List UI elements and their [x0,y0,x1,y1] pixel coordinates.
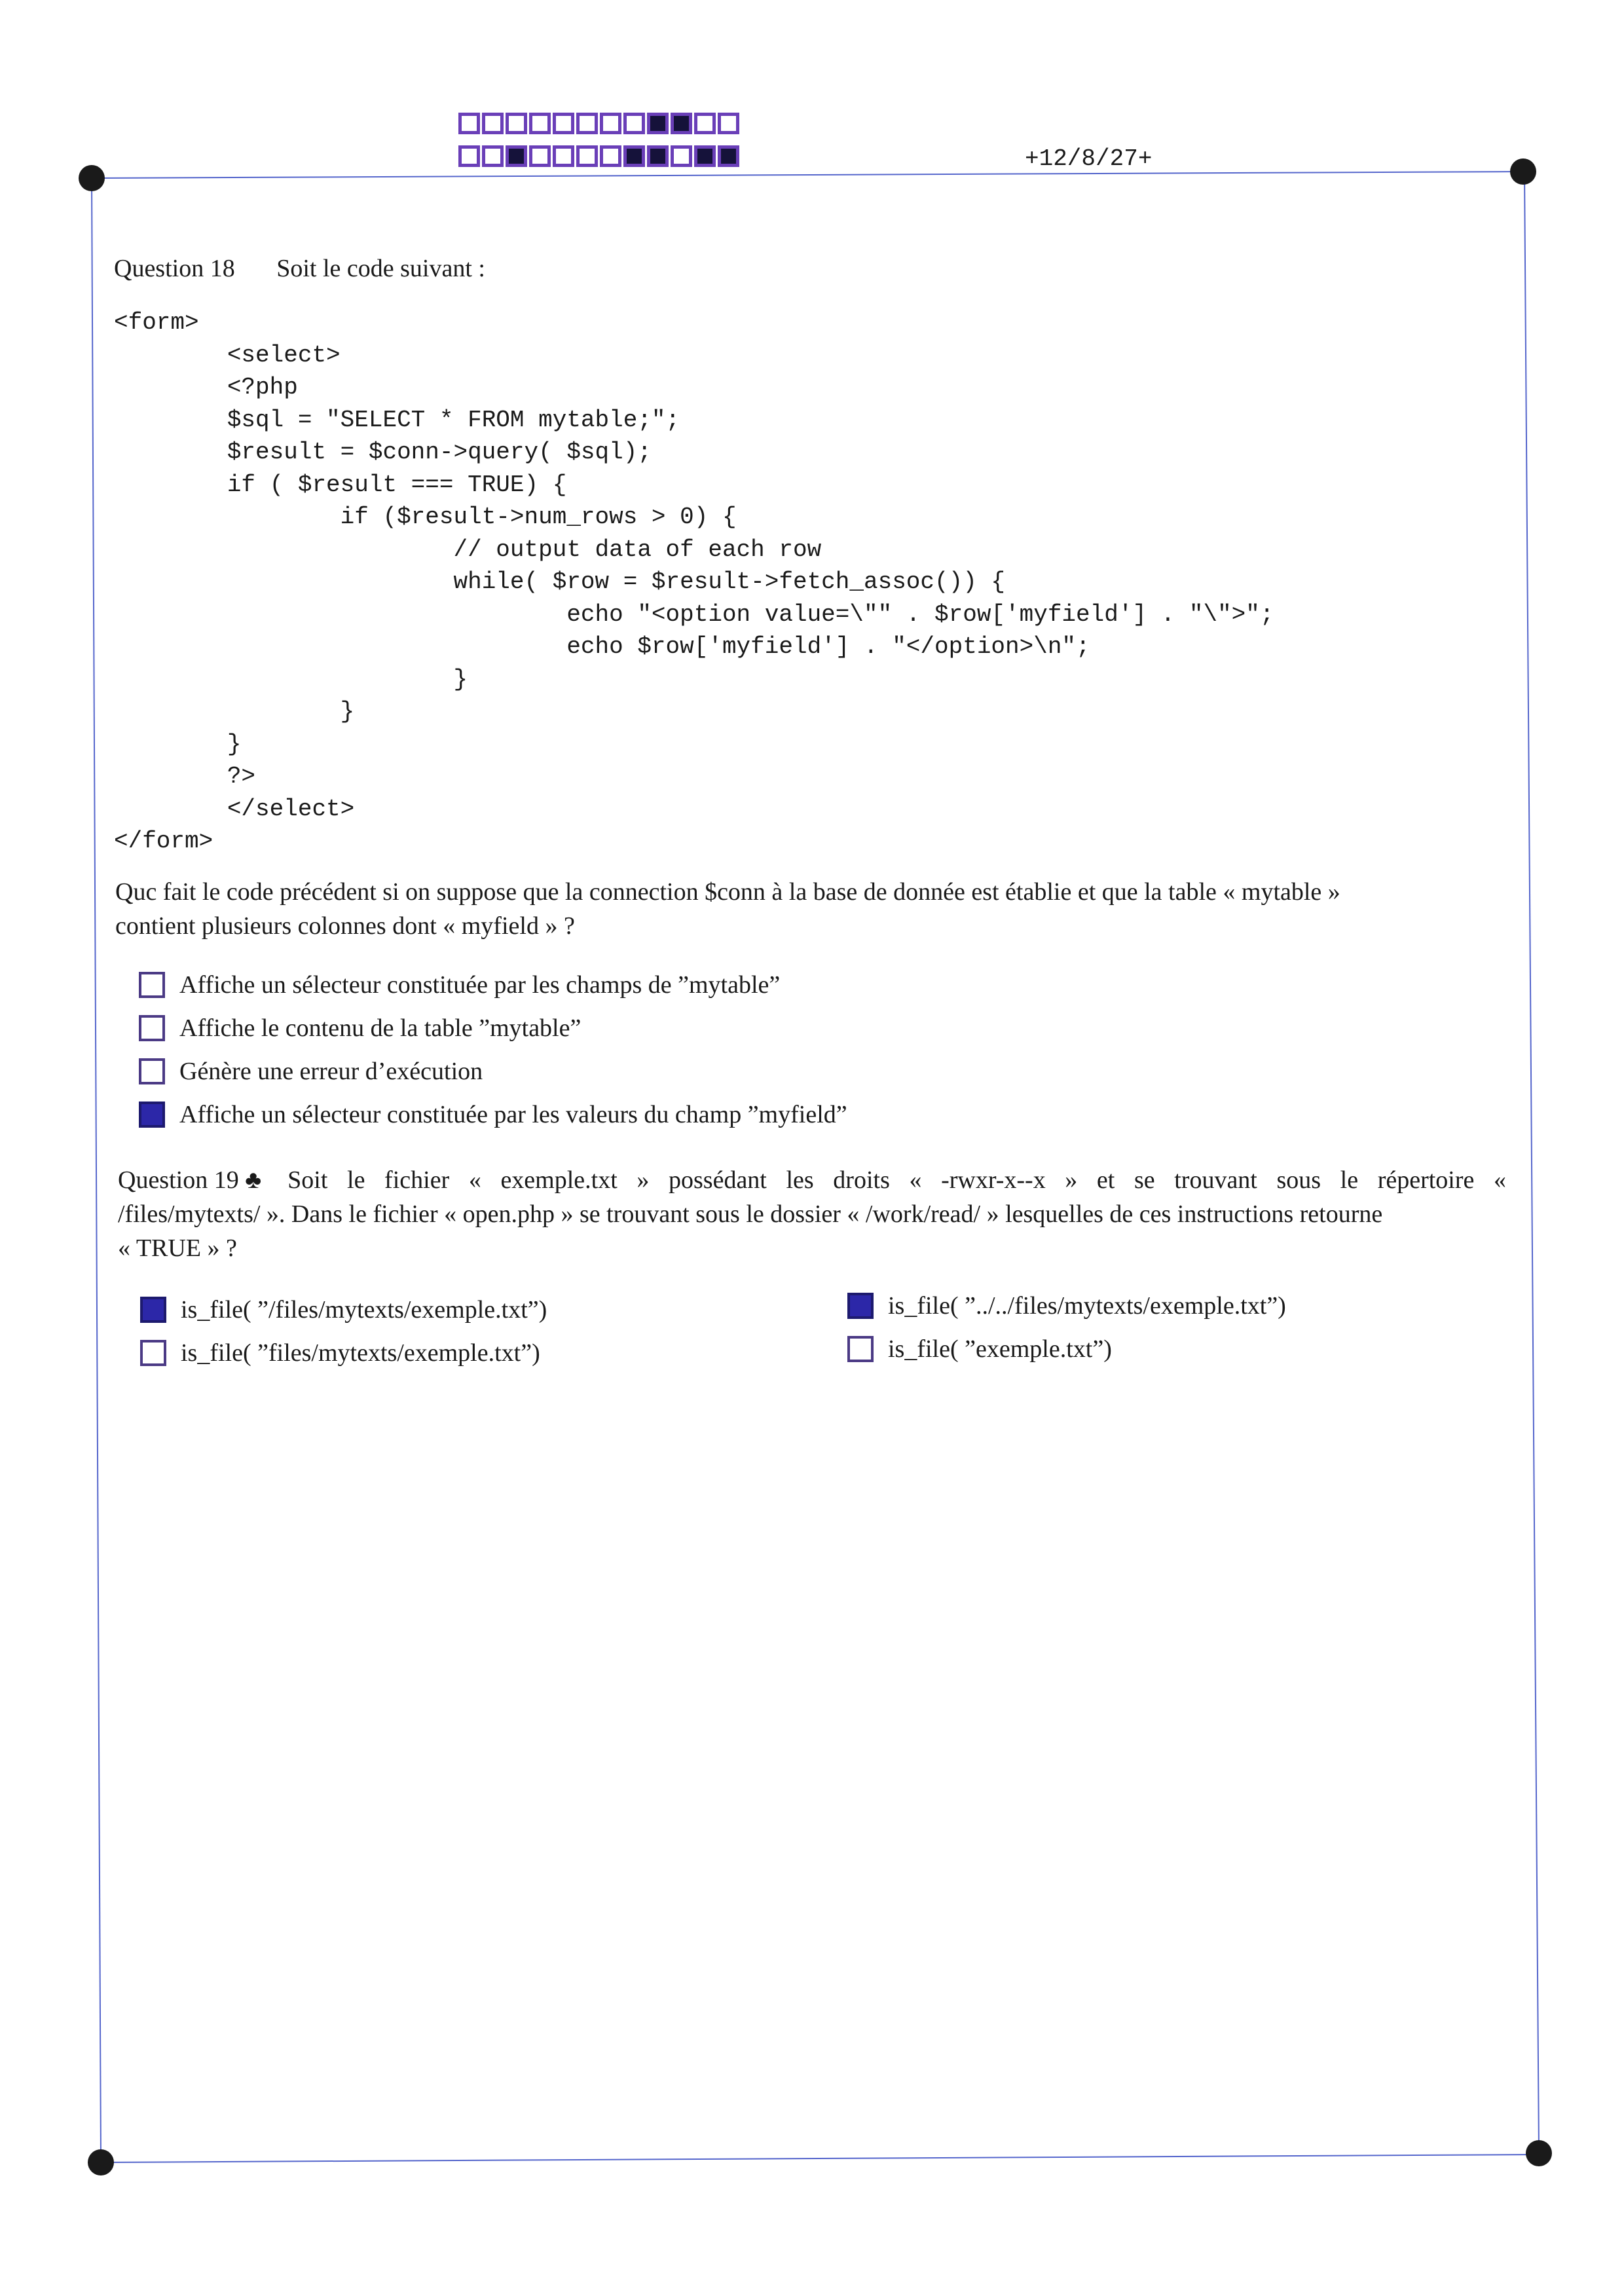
code-line: echo "<option value=\"" . $row['myfield'] . "\">"; [114,601,1274,628]
id-box [694,145,716,167]
id-box [482,145,504,167]
q19-option-3-label: is_file( ”files/mytexts/exemple.txt”) [181,1339,540,1367]
q19-heading [118,1163,261,1197]
q18-header [114,254,485,283]
id-box [576,145,598,167]
q19-option-3-checkbox[interactable] [140,1340,166,1366]
id-box [553,145,574,167]
code-line: } [114,730,242,758]
id-box [458,113,480,134]
corner-marker-top-left [79,165,105,191]
code-line: } [114,698,355,725]
q19-label: Question 19 [118,1166,239,1194]
id-box [718,145,739,167]
q18-option-4[interactable] [139,1100,847,1129]
id-box [600,145,621,167]
q18-question [115,875,1523,943]
q19-option-4-label: is_file( ”exemple.txt”) [888,1335,1112,1363]
id-box [623,145,645,167]
q18-option-2[interactable] [139,1014,581,1043]
code-line: <select> [114,341,341,369]
q19-option-3[interactable] [140,1339,540,1367]
id-box [694,113,716,134]
code-line: </form> [114,828,213,855]
code-line: // output data of each row [114,536,822,563]
q19-option-1-checkbox[interactable] [140,1297,166,1323]
club-icon: ♣ [245,1166,262,1194]
q18-option-1-label: Affiche un sélecteur constituée par les champs de ”mytable” [179,971,781,999]
id-box [671,145,692,167]
q18-option-3[interactable] [139,1057,483,1086]
id-box [576,113,598,134]
q19-option-2-label: is_file( ”../../files/mytexts/exemple.txt”) [888,1292,1286,1320]
q19-option-4-checkbox[interactable] [847,1336,874,1362]
id-box [647,145,669,167]
id-box [458,145,480,167]
q18-option-3-checkbox[interactable] [139,1058,165,1084]
code-line: <form> [114,309,199,336]
id-box [506,113,527,134]
id-box-row-2 [458,145,741,167]
corner-marker-top-right [1510,158,1536,185]
q18-intro: Soit le code suivant : [276,255,485,282]
q19-option-1-label: is_file( ”/files/mytexts/exemple.txt”) [181,1296,547,1324]
code-line: $sql = "SELECT * FROM mytable;"; [114,406,680,434]
q18-option-2-checkbox[interactable] [139,1015,165,1041]
code-line: if ($result->num_rows > 0) { [114,504,737,530]
id-box [482,113,504,134]
q19-line-1: Soit le fichier « exemple.txt » possédant les droits « -rwxr-x--x » et se trouvant sous le répertoire « [287,1166,1506,1194]
code-line: echo $row['myfield'] . "</option>\n"; [114,633,1090,660]
code-line: if ( $result === TRUE) { [114,471,567,498]
code-line: } [114,665,468,693]
code-line: $result = $conn->query( $sql); [114,439,652,466]
q18-option-1-checkbox[interactable] [139,972,165,998]
q19-line-2: /files/mytexts/ ». Dans le fichier « open.php » se trouvant sous le dossier « /work/read/ » lesquelles de ces instructions retourne [118,1200,1383,1228]
q19-option-2[interactable] [847,1291,1286,1320]
id-box-row-1 [458,113,741,134]
q19-option-1[interactable] [140,1295,547,1324]
q19-line-3: « TRUE » ? [118,1234,237,1262]
corner-marker-bottom-left [88,2149,114,2176]
q18-option-4-label: Affiche un sélecteur constituée par les valeurs du champ ”myfield” [179,1101,847,1128]
code-line: while( $row = $result->fetch_assoc()) { [114,568,1006,595]
id-box [529,113,551,134]
q19-option-4[interactable] [847,1335,1112,1363]
code-line: </select> [114,795,355,823]
id-box [647,113,669,134]
id-box [600,113,621,134]
id-box [553,113,574,134]
id-box [671,113,692,134]
q18-option-1[interactable] [139,971,780,999]
q18-option-3-label: Génère une erreur d’exécution [179,1058,483,1085]
q19-option-2-checkbox[interactable] [847,1293,874,1319]
code-line: ?> [114,763,256,790]
corner-marker-bottom-right [1526,2140,1552,2166]
id-box [718,113,739,134]
q18-label: Question 18 [114,255,235,282]
q18-question-line-1: Quc fait le code précédent si on suppose que la connection $conn à la base de donnée est établie et que la table « mytable » [115,878,1340,906]
id-box [506,145,527,167]
q18-option-2-label: Affiche le contenu de la table ”mytable” [179,1014,581,1042]
q19-line-1-row [118,1163,1506,1197]
id-box [529,145,551,167]
id-box [623,113,645,134]
q18-question-line-2: contient plusieurs colonnes dont « myfield » ? [115,912,575,940]
q18-option-4-checkbox[interactable] [139,1102,165,1128]
page-identifier: +12/8/27+ [1025,145,1153,172]
q18-code-block [114,306,1274,858]
code-line: <?php [114,374,298,401]
q19-text [118,1163,1506,1265]
